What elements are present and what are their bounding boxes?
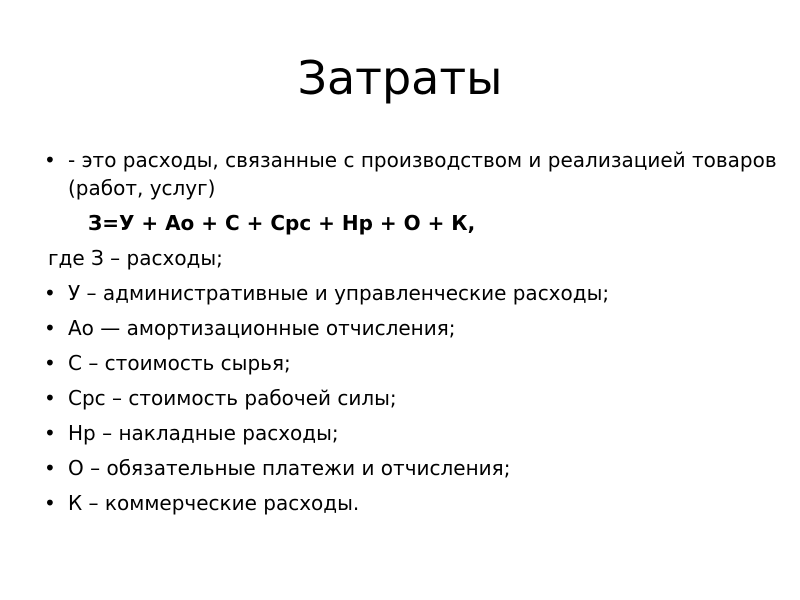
slide-title: Затраты [297,51,503,105]
definition-text: - это расходы, связанные с производством и реализацией товаров (работ, услуг) [68,148,777,200]
bullet-icon: • [44,148,56,172]
where-text: где З – расходы; [48,246,223,270]
slide-content [40,146,780,524]
bullet-icon: • [44,456,56,480]
list-item [40,384,780,412]
list-item-text: Срс – стоимость рабочей силы; [68,386,397,410]
list-item-text: Нр – накладные расходы; [68,421,339,445]
list-item-text: Ао — амортизационные отчисления; [68,316,456,340]
list-item [40,279,780,307]
list-item-text: К – коммерческие расходы. [68,491,360,515]
bullet-icon: • [44,351,56,375]
bullet-icon: • [44,421,56,445]
formula: З=У + Ао + С + Срс + Нр + О + К, [88,211,476,235]
bullet-icon: • [44,491,56,515]
bullet-icon: • [44,316,56,340]
list-item [40,349,780,377]
list-item [40,419,780,447]
bullet-icon: • [44,281,56,305]
list-item [40,489,780,517]
list-item-text: У – административные и управленческие расходы; [68,281,610,305]
definition-item [40,146,780,202]
bullet-icon: • [44,386,56,410]
list-item [40,314,780,342]
list-item-text: О – обязательные платежи и отчисления; [68,456,511,480]
list-item-text: С – стоимость сырья; [68,351,291,375]
list-item [40,454,780,482]
